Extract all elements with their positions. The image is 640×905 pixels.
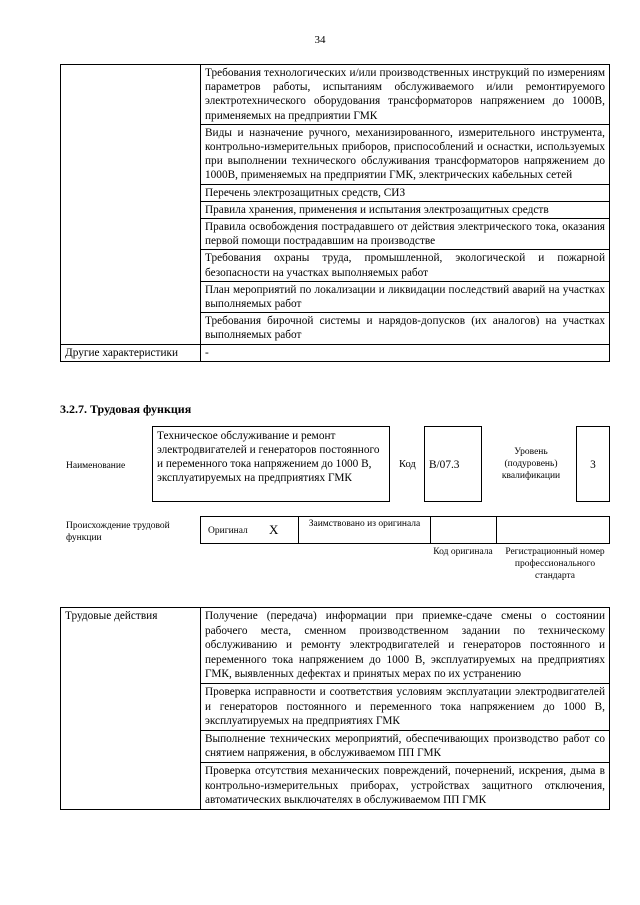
- table-row: Получение (передача) информации при приемке-сдаче смены о состоянии рабочего места, сменном производственном задании по техническому обслуживанию и ремонту электродвигателей и генераторов постоянного и переменного тока напряжением до 1000 В, эксплуатируемых на предприятиях ГМК, выявленных дефектах и принятых мерах по их устранению: [201, 608, 610, 684]
- labor-actions-label: Трудовые действия: [61, 608, 201, 810]
- labor-actions-table: [60, 607, 610, 810]
- registration-number-caption: Регистрационный номер профессионального стандарта: [505, 547, 605, 581]
- page-number: 34: [314, 34, 326, 46]
- function-name: Техническое обслуживание и ремонт электродвигателей и генераторов постоянного и переменного тока напряжением до 1000 В, эксплуатируемых на предприятиях ГМК: [152, 426, 390, 502]
- original-label: Оригинал: [208, 526, 248, 536]
- name-label: Наименование: [66, 461, 126, 471]
- table-row: План мероприятий по локализации и ликвидации последствий аварий на участках выполняемых работ: [201, 281, 610, 312]
- original-code-cell: [431, 517, 497, 543]
- registration-number-cell: [497, 517, 609, 543]
- section-title: 3.2.7. Трудовая функция: [60, 402, 192, 416]
- code-label: Код: [399, 459, 416, 470]
- table-row: Требования бирочной системы и нарядов-допусков (их аналогов) на участках выполняемых работ: [201, 313, 610, 344]
- table-row: Выполнение технических мероприятий, обеспечивающих производство работ со снятием напряжения, в обслуживаемом ПП ГМК: [201, 730, 610, 762]
- table-row: Правила освобождения пострадавшего от действия электрического тока, оказания первой помощи пострадавшим на производстве: [201, 219, 610, 250]
- original-mark: X: [269, 522, 279, 537]
- origin-label: Происхождение трудовой функции: [66, 521, 170, 543]
- table-row: Виды и назначение ручного, механизированного, измерительного инструмента, контрольно-измерительных приборов, приспособлений и оснастки, используемых при выполнении технического обслуживания трансформаторов напряжением до 1000В, применяемых на предприятии ГМК, электрических кабельных сетей: [201, 124, 610, 184]
- original-code-caption: Код оригинала: [433, 547, 493, 557]
- table-row: Перечень электрозащитных средств, СИЗ: [201, 184, 610, 201]
- other-characteristics-value: -: [201, 344, 610, 361]
- qualification-level-label: Уровень (подуровень) квалификации: [501, 447, 561, 481]
- qualification-level: 3: [576, 426, 610, 502]
- table-row: Проверка исправности и соответствия условиям эксплуатации электродвигателей и генераторов постоянного и переменного тока напряжением до 1000 В, эксплуатируемых на предприятиях ГМК: [201, 683, 610, 730]
- origin-row: [200, 516, 610, 544]
- table-row: Правила хранения, применения и испытания электрозащитных средств: [201, 201, 610, 218]
- table-row: Требования технологических и/или производственных инструкций по измерениям параметров работы, испытаниям обслуживаемого и/или ремонтируемого электротехнического оборудования трансформаторов напряжением до 1000В, применяемых на предприятии ГМК: [201, 65, 610, 125]
- knowledge-table: [60, 64, 610, 362]
- function-code: B/07.3: [424, 426, 482, 502]
- original-cell: [201, 517, 299, 543]
- table-row: Проверка отсутствия механических повреждений, почернений, искрения, дыма в контрольно-измерительных приборах, устройствах защитного отключения, автоматических выключателях в обслуживаемом ПП ГМК: [201, 762, 610, 809]
- table-row: Требования охраны труда, промышленной, экологической и пожарной безопасности на участках выполняемых работ: [201, 250, 610, 281]
- borrowed-label: Заимствовано из оригинала: [299, 517, 431, 543]
- other-characteristics-label: Другие характеристики: [61, 344, 201, 361]
